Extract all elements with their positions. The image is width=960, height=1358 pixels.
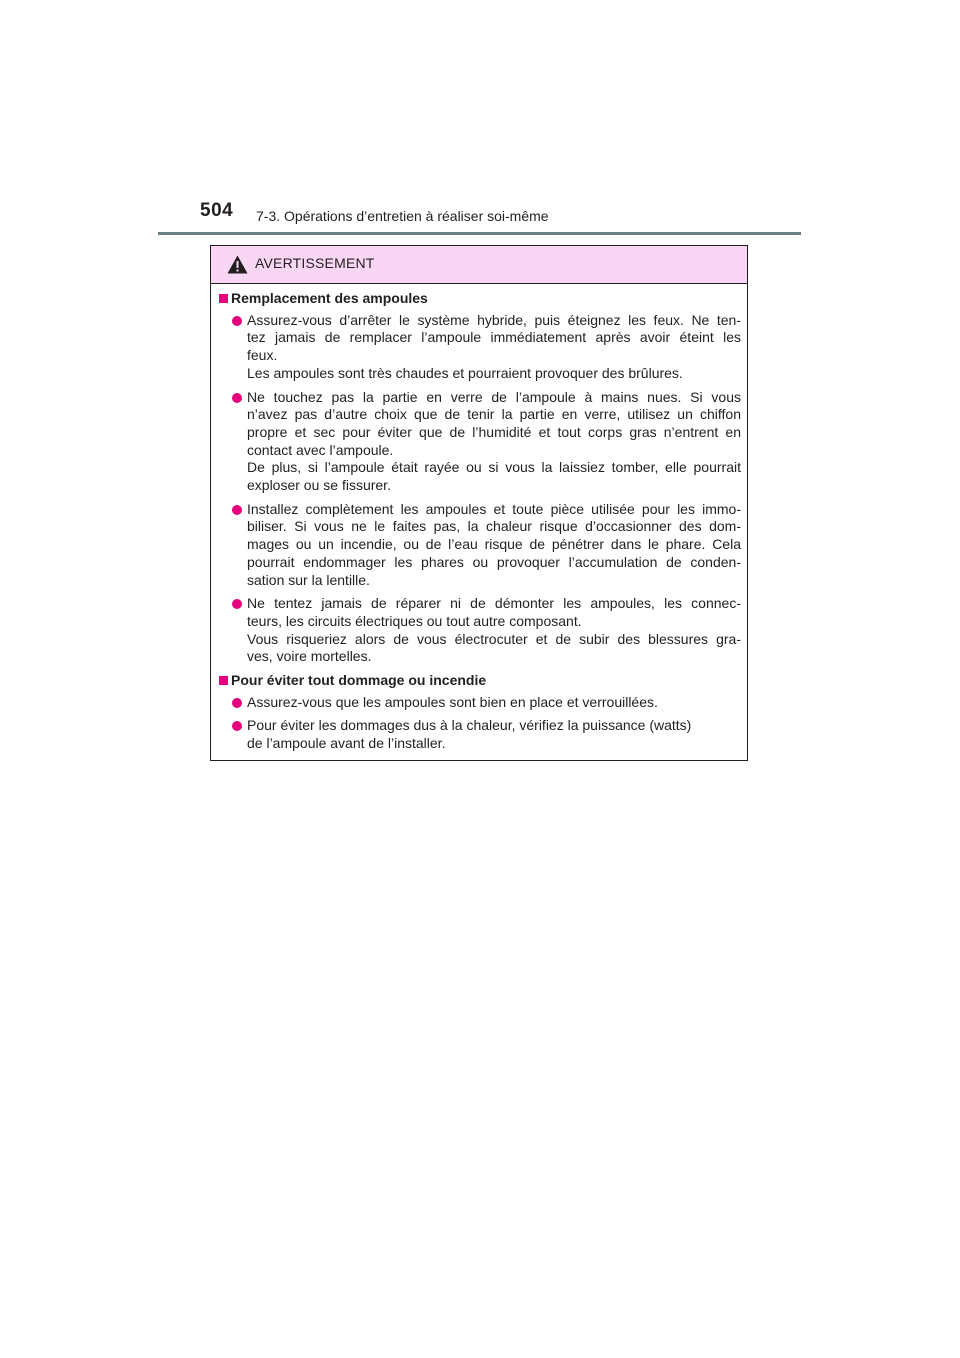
bullet-line: exploser ou se fissurer. (247, 477, 391, 494)
bullet-line: ves, voire mortelles. (247, 648, 372, 665)
bullet-line: Vous risqueriez alors de vous électrocuter et de subir des blessures gra- (247, 630, 741, 647)
bullet-item (217, 694, 741, 712)
bullet-line: Ne touchez pas la partie en verre de l’ampoule à mains nues. Si vous (247, 388, 741, 405)
bullet-item (217, 312, 741, 383)
bullet-item (217, 717, 741, 752)
header-divider (158, 232, 801, 235)
section-heading-text: Remplacement des ampoules (231, 290, 428, 306)
circle-bullet-icon (232, 316, 242, 326)
circle-bullet-icon (232, 599, 242, 609)
section-heading-text: Pour éviter tout dommage ou incendie (231, 672, 487, 689)
bullet-line: sation sur la lentille. (247, 571, 370, 588)
warning-box (210, 245, 748, 761)
section-title: 7-3. Opérations d’entretien à réaliser soi-même (256, 208, 549, 224)
bullet-line: tez jamais de remplacer l’ampoule immédiatement après avoir éteint les (247, 329, 741, 346)
section-heading (217, 672, 741, 690)
bullet-line: feux. (247, 347, 278, 364)
bullet-line: pourrait endommager les phares ou provoquer l’accumulation de conden- (247, 553, 741, 570)
bullet-line: propre et sec pour éviter que de l’humidité et tout corps gras n’entrent en (247, 423, 741, 440)
bullet-line: mages ou un incendie, ou de l’eau risque de pénétrer dans le phare. Cela (247, 536, 741, 553)
circle-bullet-icon (232, 698, 242, 708)
bullet-line: contact avec l’ampoule. (247, 441, 394, 458)
warning-body (211, 284, 747, 753)
warning-triangle-icon (227, 255, 248, 274)
warning-section (217, 290, 741, 666)
square-bullet-icon (219, 676, 228, 685)
bullet-item (217, 389, 741, 495)
bullet-line: Les ampoules sont très chaudes et pourraient provoquer des brûlures. (247, 364, 683, 381)
bullet-line: Assurez-vous que les ampoules sont bien en place et verrouillées. (247, 693, 658, 710)
page-number: 504 (200, 200, 234, 221)
bullet-line: n’avez pas d’autre choix que de tenir la partie en verre, utilisez un chiffon (247, 406, 741, 423)
bullet-line: Pour éviter les dommages dus à la chaleur, vérifiez la puissance (watts) (247, 717, 692, 734)
section-heading (217, 290, 741, 308)
bullet-line: Assurez-vous d’arrêter le système hybride, puis éteignez les feux. Ne ten- (247, 311, 741, 328)
bullet-line: de l’ampoule avant de l’installer. (247, 735, 446, 752)
warning-section (217, 672, 741, 753)
bullet-line: De plus, si l’ampoule était rayée ou si vous la laissiez tomber, elle pourrait (247, 459, 741, 476)
bullet-item (217, 501, 741, 590)
circle-bullet-icon (232, 505, 242, 515)
square-bullet-icon (219, 294, 228, 303)
warning-label: AVERTISSEMENT (255, 255, 375, 271)
warning-header (211, 246, 747, 284)
bullet-line: Ne tentez jamais de réparer ni de démonter les ampoules, les connec- (247, 595, 741, 612)
bullet-line: teurs, les circuits électriques ou tout autre composant. (247, 612, 582, 629)
circle-bullet-icon (232, 393, 242, 403)
bullet-line: Installez complètement les ampoules et toute pièce utilisée pour les immo- (247, 500, 741, 517)
bullet-item (217, 595, 741, 666)
bullet-line: biliser. Si vous ne le faites pas, la chaleur risque d’occasionner des dom- (247, 518, 741, 535)
circle-bullet-icon (232, 721, 242, 731)
